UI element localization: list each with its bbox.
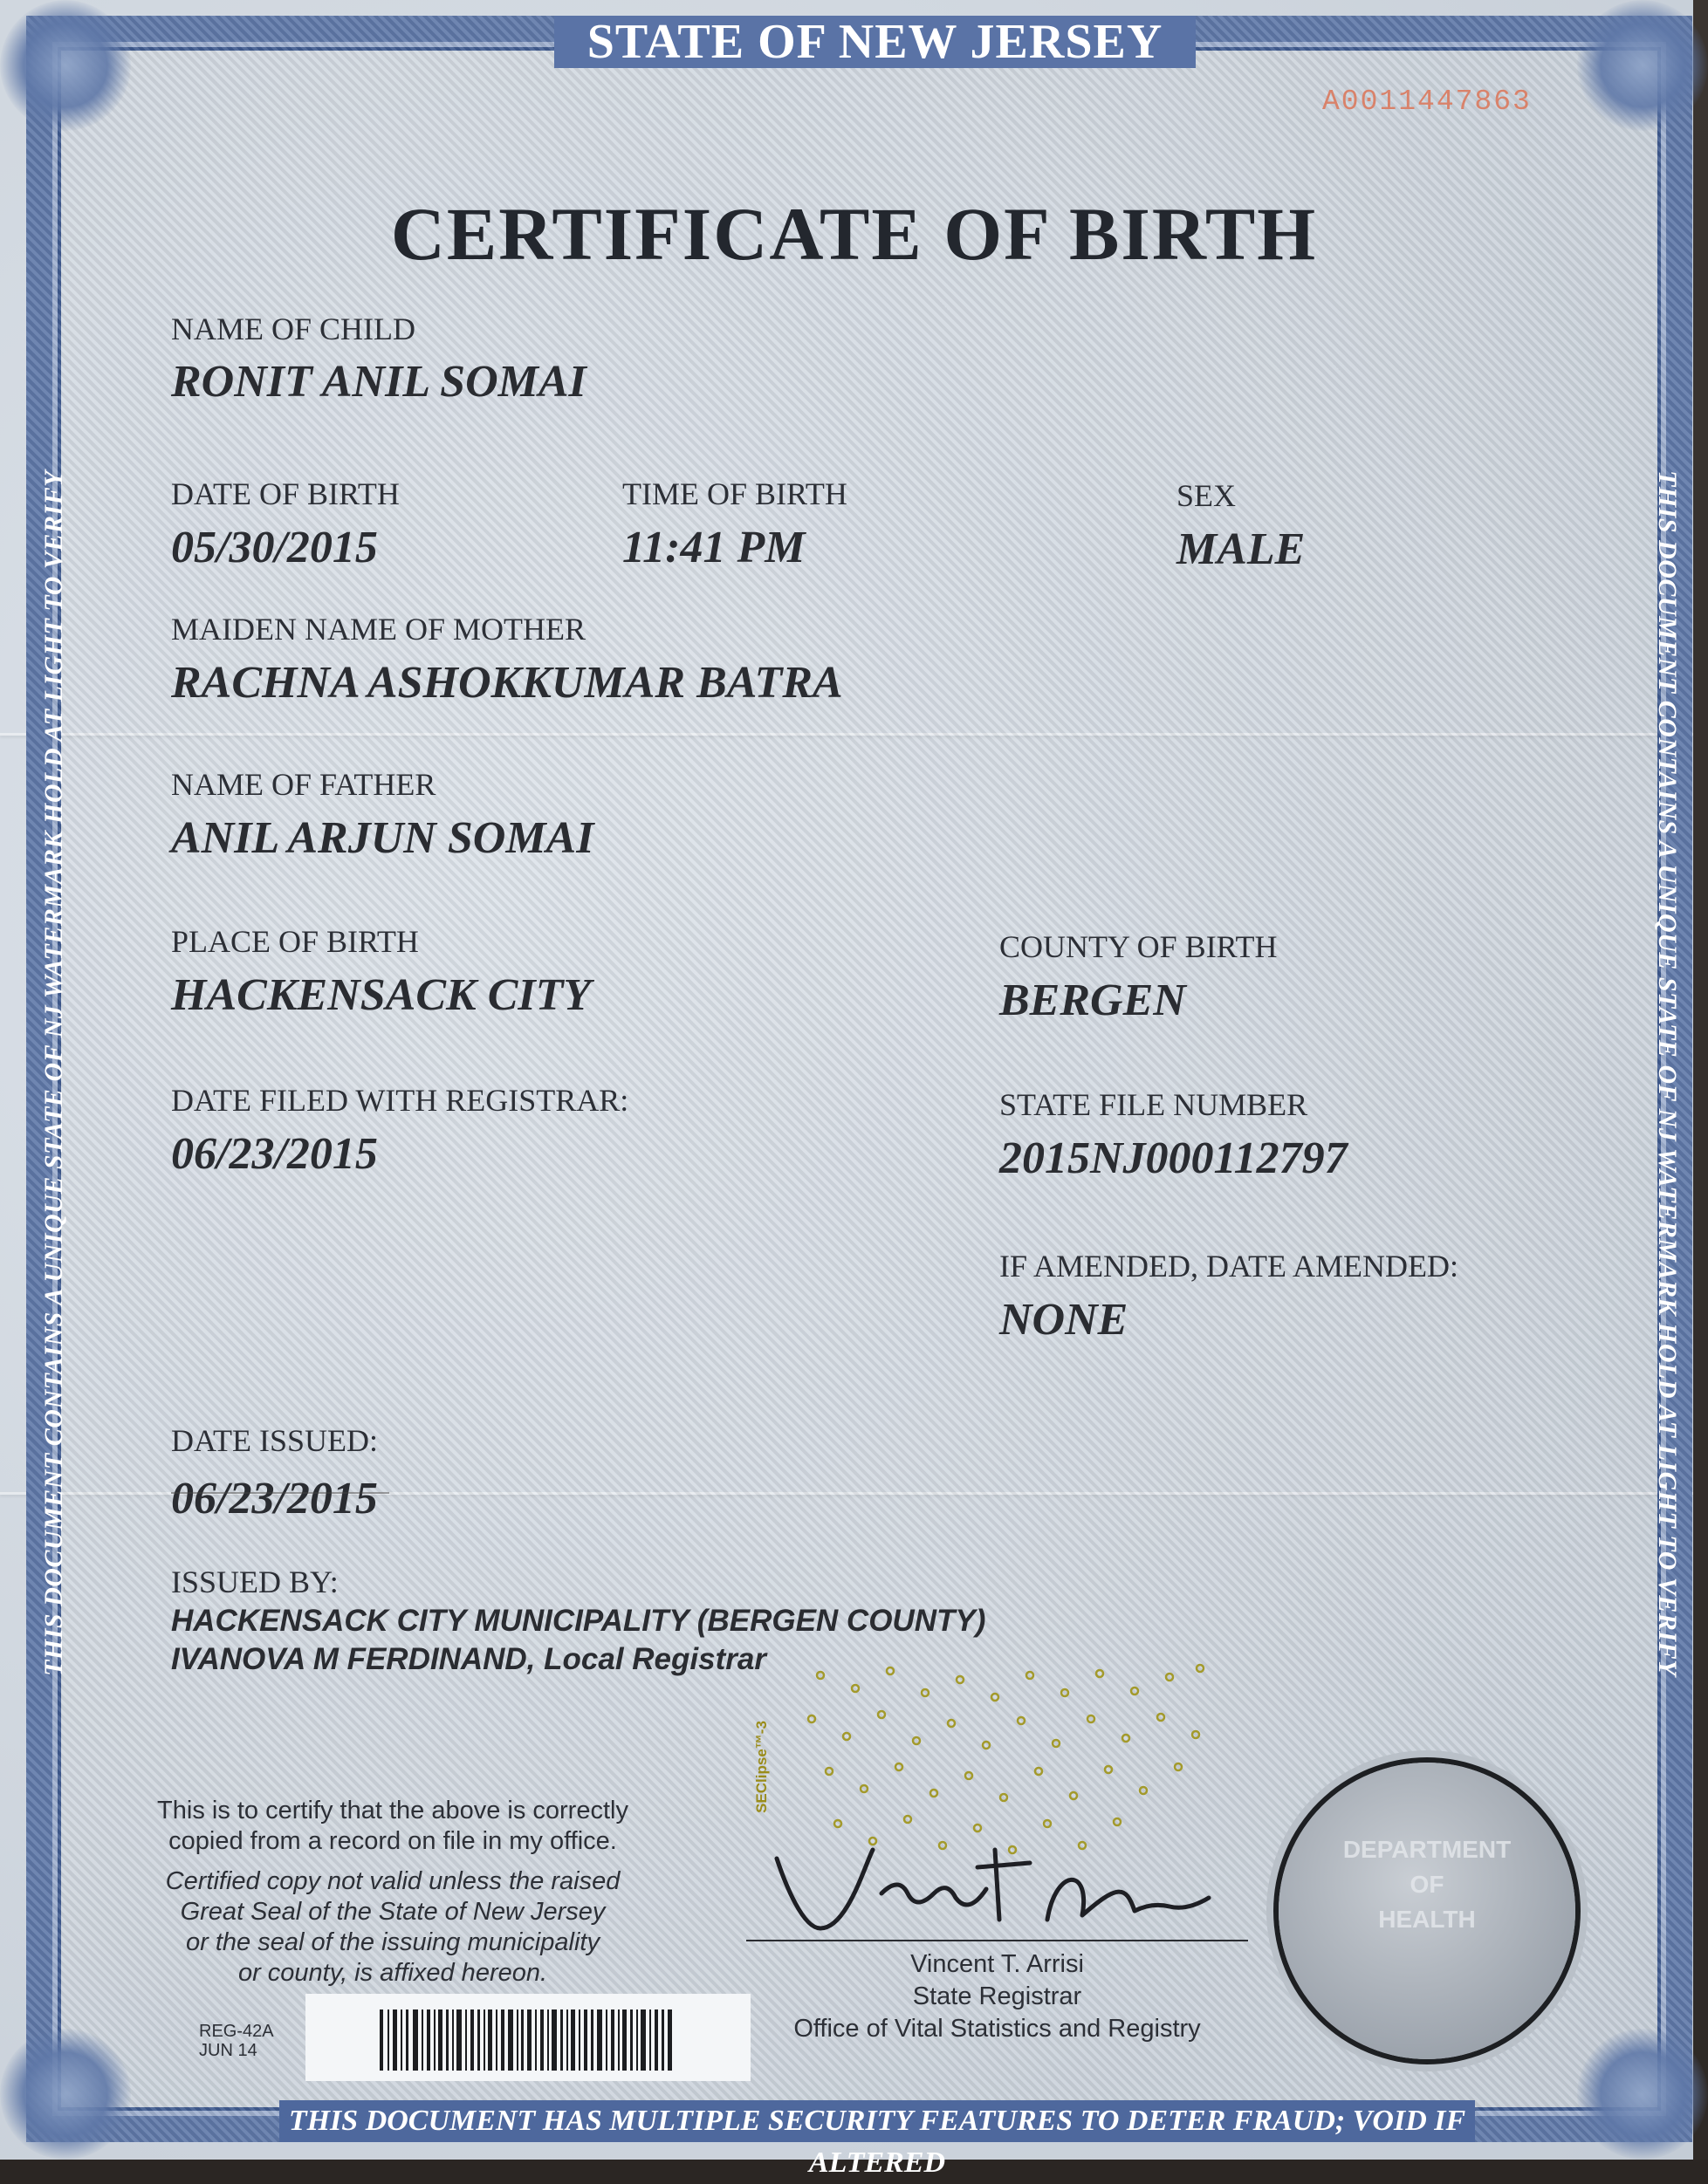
- date-filed-value: 06/23/2015: [171, 1128, 378, 1180]
- date-of-birth-value: 05/30/2015: [171, 522, 378, 573]
- date-amended-value: NONE: [999, 1294, 1128, 1345]
- form-code-date: JUN 14: [199, 2041, 274, 2060]
- father-name-label: NAME OF FATHER: [171, 766, 436, 803]
- side-watermark-text-left: THIS DOCUMENT CONTAINS A UNIQUE STATE OF NJ WATERMARK HOLD AT LIGHT TO VERIFY: [39, 470, 69, 1676]
- validity-note-1: Certified copy not valid unless the raised: [113, 1866, 672, 1897]
- father-name-value: ANIL ARJUN SOMAI: [171, 812, 593, 864]
- time-of-birth-value: 11:41 PM: [622, 522, 805, 573]
- date-of-birth-label: DATE OF BIRTH: [171, 476, 400, 512]
- sex-label: SEX: [1176, 477, 1236, 514]
- issuing-municipality: HACKENSACK CITY MUNICIPALITY (BERGEN COUNTY): [171, 1604, 985, 1639]
- mother-name-value: RACHNA ASHOKKUMAR BATRA: [171, 657, 843, 709]
- child-name-value: RONIT ANIL SOMAI: [171, 356, 586, 407]
- registrar-signature-icon: [768, 1832, 1222, 1937]
- issued-by-label: ISSUED BY:: [171, 1564, 339, 1600]
- validity-note-4: or county, is affixed hereon.: [113, 1957, 672, 1989]
- fold-crease: [171, 1492, 389, 1494]
- state-banner: STATE OF NEW JERSEY: [554, 16, 1196, 68]
- state-file-number-label: STATE FILE NUMBER: [999, 1086, 1307, 1123]
- mother-name-label: MAIDEN NAME OF MOTHER: [171, 611, 586, 647]
- barcode-icon: [380, 2009, 676, 2071]
- county-of-birth-value: BERGEN: [999, 975, 1186, 1026]
- corner-ornament-icon: [1577, 0, 1708, 131]
- time-of-birth-label: TIME OF BIRTH: [622, 476, 847, 512]
- form-code-number: REG-42A: [199, 2022, 274, 2041]
- security-banner: THIS DOCUMENT HAS MULTIPLE SECURITY FEATURES TO DETER FRAUD; VOID IF: [279, 2100, 1475, 2142]
- child-name-label: NAME OF CHILD: [171, 311, 415, 347]
- certificate-title: CERTIFICATE OF BIRTH: [0, 190, 1708, 277]
- place-of-birth-value: HACKENSACK CITY: [171, 969, 591, 1021]
- sex-value: MALE: [1176, 524, 1305, 575]
- date-issued-value: 06/23/2015: [171, 1473, 378, 1524]
- county-of-birth-label: COUNTY OF BIRTH: [999, 928, 1278, 965]
- corner-ornament-icon: [0, 0, 131, 131]
- registrar-title: State Registrar: [746, 1982, 1248, 2011]
- side-watermark-text-right: THIS DOCUMENT CONTAINS A UNIQUE STATE OF NJ WATERMARK HOLD AT LIGHT TO VERIFY: [1652, 470, 1682, 1676]
- security-mark: SEClipse™-3: [753, 1721, 771, 1813]
- corner-ornament-icon: [0, 2029, 131, 2160]
- corner-ornament-icon: [1577, 2029, 1708, 2160]
- seal-text-line-2: OF: [1327, 1867, 1527, 1902]
- certification-line-2: copied from a record on file in my office.: [113, 1825, 672, 1857]
- registrar-office: Office of Vital Statistics and Registry: [746, 2015, 1248, 2044]
- date-issued-label: DATE ISSUED:: [171, 1422, 378, 1459]
- seal-text-line-1: DEPARTMENT: [1327, 1832, 1527, 1867]
- state-file-number-value: 2015NJ000112797: [999, 1133, 1348, 1184]
- signature-line: [746, 1940, 1248, 1941]
- form-code: [199, 2022, 274, 2060]
- date-filed-label: DATE FILED WITH REGISTRAR:: [171, 1082, 628, 1119]
- certification-line-1: This is to certify that the above is correctly: [113, 1795, 672, 1826]
- registrar-name: Vincent T. Arrisi: [746, 1950, 1248, 1979]
- control-number: A0011447863: [1322, 86, 1532, 118]
- seal-text-line-3: HEALTH: [1327, 1902, 1527, 1937]
- date-amended-label: IF AMENDED, DATE AMENDED:: [999, 1248, 1458, 1284]
- validity-note-3: or the seal of the issuing municipality: [113, 1927, 672, 1958]
- validity-note-2: Great Seal of the State of New Jersey: [113, 1896, 672, 1927]
- local-registrar: IVANOVA M FERDINAND, Local Registrar: [171, 1642, 766, 1677]
- place-of-birth-label: PLACE OF BIRTH: [171, 923, 419, 960]
- seal-text: [1327, 1832, 1527, 1937]
